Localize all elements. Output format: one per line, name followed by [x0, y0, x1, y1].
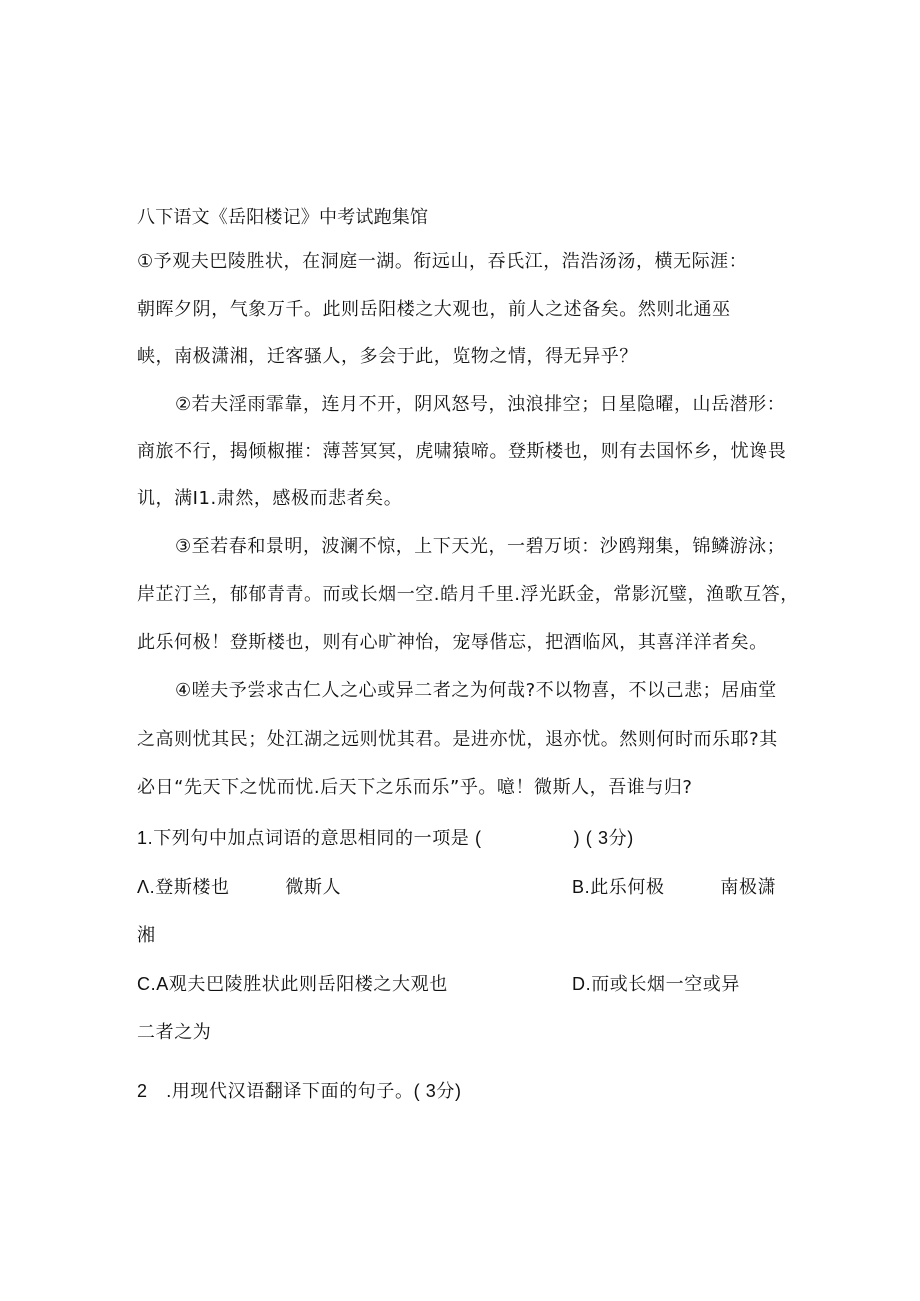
passage-line: 此乐何极！登斯楼也，则有心旷神怡，宠辱偕忘，把酒临风，其喜洋洋者矣。 [137, 632, 768, 653]
question-1-option-b: B.此乐何极 南极潇 [572, 877, 777, 897]
passage-line: ②若夫淫雨霏靠，连月不开，阴风怒号，浊浪排空；日星隐曜，山岳潜形： [175, 394, 786, 415]
passage-line: ④嗟夫予尝求古仁人之心或异二者之为何哉?不以物喜，不以己悲；居庙堂 [175, 680, 777, 701]
passage-line: 岸芷汀兰，郁郁青青。而或长烟一空.皓月千里.浮光跃金，常影沉璧，渔歌互答， [137, 584, 799, 605]
question-1-score: ) ( 3分) [573, 828, 634, 848]
question-1-option-c: C.A观夫巴陵胜状此则岳阳楼之大观也 [137, 974, 448, 994]
passage-line: 必日“先天下之忧而忧.后天下之乐而乐”乎。噫！微斯人，吾谁与归? [137, 777, 693, 798]
question-1-stem [137, 826, 634, 850]
passage-line: ①予观夫巴陵胜状，在洞庭一湖。衔远山，吞氏江，浩浩汤汤，横无际涯： [137, 251, 748, 272]
question-2-stem: 2 .用现代汉语翻译下面的句子。( 3分) [137, 1081, 462, 1101]
document-title: 八下语文《岳阳楼记》中考试跑集馆 [137, 207, 429, 228]
passage-line: 朝晖夕阴，气象万千。此则岳阳楼之大观也，前人之述备矣。然则北通巫 [137, 299, 731, 320]
question-1-option-d-continued: 二者之为 [137, 1022, 212, 1042]
passage-line: ③至若春和景明，波澜不惊，上下天光，一碧万顷：沙鸥翔集，锦鳞游泳； [175, 536, 786, 557]
passage-line: 之高则忧其民；处江湖之远则忧其君。是进亦忧，退亦忧。然则何时而乐耶?其 [137, 729, 778, 750]
question-1-option-b-continued: 湘 [137, 925, 156, 945]
passage-line: 商旅不行，揭倾椒摧：薄菩冥冥，虎啸猿啼。登斯楼也，则有去国怀乡，忧谗畏 [137, 441, 787, 462]
question-1-option-a: Λ.登斯楼也 微斯人 [137, 877, 342, 897]
question-1-option-d: D.而或长烟一空或异 [572, 974, 740, 994]
passage-line: 峡，南极潇湘，迁客骚人，多会于此，览物之情，得无异乎？ [137, 346, 638, 367]
question-1-stem-text: 1.下列句中加点词语的意思相同的一项是 ( [137, 828, 482, 848]
passage-line: 讥，满I1.肃然，感极而悲者矣。 [137, 488, 403, 509]
